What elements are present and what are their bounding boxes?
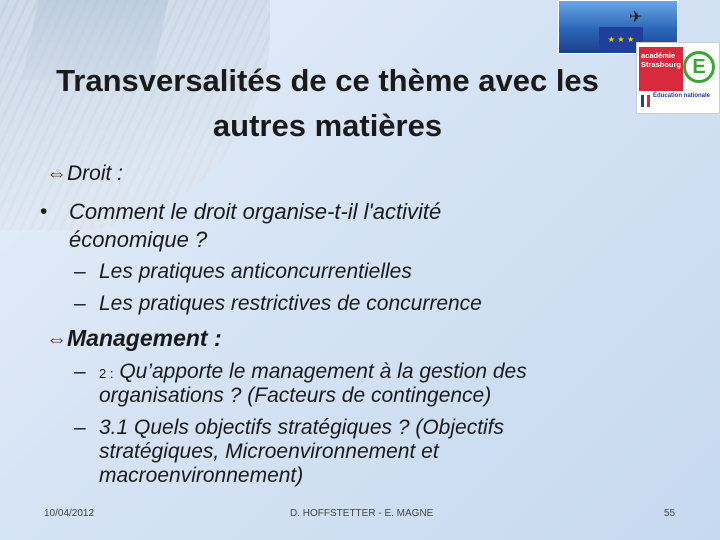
mgmt-item-2-line-2: stratégiques, Microenvironnement et [99,440,439,463]
droit-sub-item-2: Les pratiques restrictives de concurrence [99,292,482,315]
mgmt-item-2-line-3: macroenvironnement) [99,464,304,487]
academie-badge: académie Strasbourg [639,47,683,91]
title-line-1: Transversalités de ce thème avec les [56,63,599,98]
dash: – [74,416,86,439]
double-arrow-icon: ⇔ [46,162,67,185]
title-line-2: autres matières [212,108,443,143]
bullet-dot: • [40,200,48,223]
bird-icon: ✈ [629,7,643,26]
footer-date: 10/04/2012 [44,508,95,519]
double-arrow-icon: ⇔ [46,328,67,351]
mgmt-item-1-number: 2 : [99,366,114,381]
droit-heading-label: Droit : [67,162,124,185]
droit-sub-item-1: Les pratiques anticoncurrentielles [99,260,412,283]
management-heading [46,325,222,353]
footer-page-number: 55 [664,508,676,519]
droit-question-line-1: Comment le droit organise-t-il l'activité [69,199,442,224]
dash: – [74,292,86,315]
management-heading-label: Management : [67,325,222,351]
eu-flag-icon: ★ ★ ★ [599,27,643,53]
dash: – [74,260,86,283]
mgmt-item-1-text: Qu’apporte le management à la gestion des [119,360,527,383]
academie-e-icon: E [683,51,715,83]
academie-logo [636,42,720,114]
droit-heading [46,161,123,187]
tricolor-flag-icon [641,95,650,107]
slide-title [20,58,635,148]
mgmt-item-2-line-1: 3.1 Quels objectifs stratégiques ? (Objectifs [99,416,505,439]
academie-sub-label: Éducation nationale [653,93,711,99]
dash: – [74,360,86,383]
footer-author: D. HOFFSTETTER - E. MAGNE [290,508,434,519]
droit-question-line-2: économique ? [69,227,208,252]
mgmt-item-1-line-2: organisations ? (Facteurs de contingence) [99,384,492,407]
